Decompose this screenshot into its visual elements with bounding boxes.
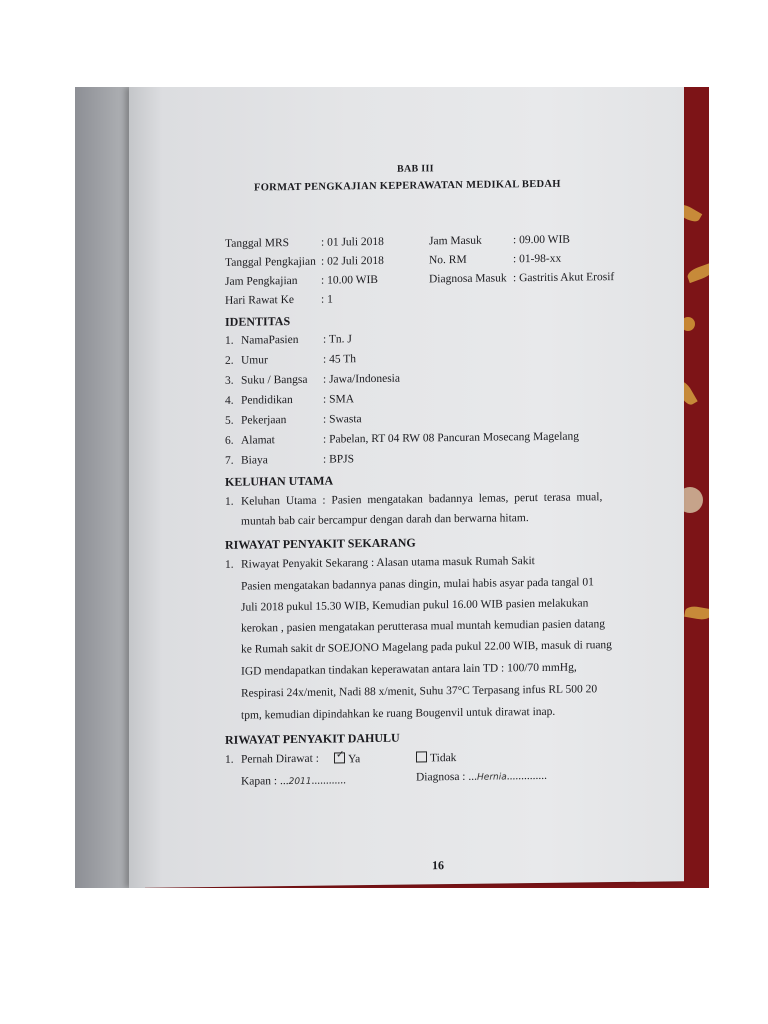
riwayat-sekarang-line: tpm, kemudian dipindahkan ke ruang Bougenvil untuk dirawat inap. [241,705,556,722]
jam-masuk-label: Jam Masuk [429,234,482,248]
identitas-value: : 45 Th [323,353,357,366]
diagnosa-masuk-label: Diagnosa Masuk [429,272,507,286]
tidak-option[interactable] [416,751,456,764]
identitas-value: : Tn. J [323,333,352,346]
identitas-value: : Pabelan, RT 04 RW 08 Pancuran Mosecang Magelang [323,430,579,446]
jam-masuk-value: : 09.00 WIB [513,233,570,247]
riwayat-dahulu-heading: RIWAYAT PENYAKIT DAHULU [225,730,400,747]
ya-label: Ya [348,753,361,766]
identitas-value: : Swasta [323,413,362,426]
fabric-pattern [686,263,709,283]
document-title: FORMAT PENGKAJIAN KEPERAWATAN MEDIKAL BEDAH [254,178,561,194]
identitas-num: 4. [225,394,234,407]
ya-option[interactable] [334,749,361,766]
chapter-label: BAB III [397,163,434,175]
riwayat-sekarang-heading: RIWAYAT PENYAKIT SEKARANG [225,535,416,552]
identitas-label: Pekerjaan [241,414,287,427]
identitas-label: NamaPasien [241,333,299,347]
tanggal-mrs-value: : 01 Juli 2018 [321,235,384,249]
no-rm-value: : 01-98-xx [513,252,562,266]
keluhan-line: muntah bab cair bercampur dengan darah dan berwarna hitam. [241,512,529,528]
identitas-label: Alamat [241,434,275,447]
identitas-value: : BPJS [323,453,355,466]
identitas-label: Biaya [241,454,268,467]
identitas-value: : SMA [323,393,354,406]
riwayat-sekarang-line: Respirasi 24x/menit, Nadi 88 x/menit, Suhu 37°C Terpasang infus RL 500 20 [241,683,598,700]
kapan-label: Kapan : ... [241,775,289,788]
identitas-num: 7. [225,454,234,467]
riwayat-sekarang-line: Pasien mengatakan badannya panas dingin, mulai habis asyar pada tangal 01 [241,576,594,593]
riwayat-sekarang-line: IGD mendapatkan tindakan keperawatan antara lain TD : 100/70 mmHg, [241,661,577,678]
hari-rawat-value: : 1 [321,293,333,306]
identitas-label: Suku / Bangsa [241,373,308,387]
diagnosa-field [416,770,547,784]
check-mark-icon: ✓ [336,749,345,761]
identitas-label: Umur [241,354,268,367]
document-photo [75,87,709,888]
keluhan-num: 1. [225,495,234,508]
identitas-label: Pendidikan [241,393,293,407]
riwayat-dahulu-num: 1. [225,753,234,766]
diagnosa-dots: .............. [506,769,547,783]
jam-pengkajian-value: : 10.00 WIB [321,273,378,287]
kapan-field [241,774,346,787]
riwayat-sekarang-line: Juli 2018 pukul 15.30 WIB, Kemudian pukul 16.00 WIB pasien melakukan [241,597,589,614]
pernah-dirawat-label: Pernah Dirawat : [241,752,319,766]
keluhan-heading: KELUHAN UTAMA [225,473,334,489]
diagnosa-handwritten-value: Hernia [477,772,507,783]
kapan-handwritten-value: 2011 [288,776,312,788]
fabric-pattern [684,605,709,621]
page-number: 16 [432,858,444,873]
kapan-dots: ............ [311,774,346,787]
riwayat-sekarang-num: 1. [225,558,234,571]
identitas-heading: IDENTITAS [225,314,291,329]
identitas-num: 1. [225,334,234,347]
document-page [129,87,684,888]
riwayat-sekarang-line: kerokan , pasien mengatakan perutterasa mual muntah kemudian pasien datang [241,618,606,635]
riwayat-sekarang-intro: Riwayat Penyakit Sekarang : Alasan utama masuk Rumah Sakit [241,555,535,571]
identitas-num: 5. [225,414,234,427]
hari-rawat-label: Hari Rawat Ke [225,293,294,307]
riwayat-sekarang-line: ke Rumah sakit dr SOEJONO Magelang pada pukul 22.00 WIB, masuk di ruang [241,639,612,656]
tanggal-mrs-label: Tanggal MRS [225,237,290,250]
diagnosa-masuk-value: : Gastritis Akut Erosif [513,271,615,285]
tanggal-pengkajian-value: : 02 Juli 2018 [321,254,384,268]
tanggal-pengkajian-label: Tanggal Pengkajian [225,255,316,269]
keluhan-line: Keluhan Utama : Pasien mengatakan badannya lemas, perut terasa mual, [241,491,603,508]
identitas-num: 6. [225,434,234,447]
diagnosa-label: Diagnosa : ... [416,770,478,784]
no-rm-label: No. RM [429,253,467,267]
identitas-value: : Jawa/Indonesia [323,372,400,386]
ya-checkbox[interactable] [334,749,345,763]
jam-pengkajian-label: Jam Pengkajian [225,274,298,288]
tidak-label: Tidak [430,751,457,765]
identitas-num: 3. [225,374,234,387]
identitas-num: 2. [225,354,234,367]
tidak-checkbox[interactable] [416,751,427,762]
